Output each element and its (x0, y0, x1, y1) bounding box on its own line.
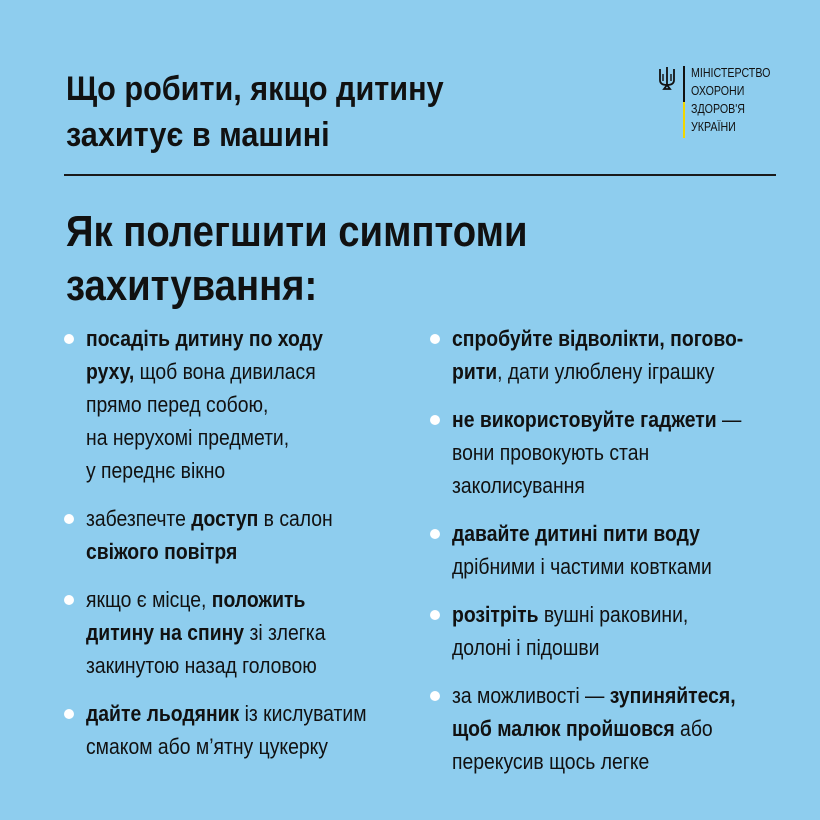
tip-bold-text: посадіть дитину по ходу (86, 326, 323, 351)
tip-plain-text: заколисування (452, 473, 585, 498)
tip-plain-text: забезпечте (86, 506, 192, 531)
tip-text (86, 583, 429, 682)
tip-bold-text: положить (211, 587, 306, 612)
tip-bold-text: спробуйте відволікти, погово- (452, 326, 744, 351)
tip-bold-text: свіжого повітря (86, 539, 238, 564)
tip-plain-text: долоні і підошви (452, 635, 600, 660)
tip-text (86, 502, 429, 568)
tip-line (452, 322, 795, 355)
tip-plain-text: прямо перед собою, (86, 392, 269, 417)
tip-line (86, 388, 429, 421)
bullet-icon (64, 709, 74, 719)
logo-divider-yellow (683, 102, 685, 138)
tip-bold-text: дитину на спину (86, 620, 245, 645)
tip-text (452, 403, 795, 502)
tip-plain-text: вушні раковини, (538, 602, 689, 627)
tip-line (452, 745, 795, 778)
tip-item (430, 679, 790, 778)
tip-item (430, 517, 790, 583)
tip-plain-text: за можливості — (452, 683, 610, 708)
bullet-icon (430, 529, 440, 539)
tip-bold-text: руху, (86, 359, 135, 384)
tip-text (86, 322, 429, 487)
tip-plain-text: зі злегка (244, 620, 326, 645)
tips-column-left (64, 322, 414, 778)
tip-line (452, 712, 795, 745)
tip-line (86, 697, 429, 730)
tip-line (452, 550, 795, 583)
bullet-icon (64, 595, 74, 605)
bullet-icon (430, 415, 440, 425)
tip-plain-text: у переднє вікно (86, 458, 226, 483)
header-title-line: захитує в машині (66, 116, 330, 154)
section-title (66, 205, 553, 313)
tip-item (430, 598, 790, 664)
tip-line (86, 355, 429, 388)
trident-icon (658, 66, 676, 90)
tip-line (452, 517, 795, 550)
bullet-icon (64, 334, 74, 344)
tip-bold-text: дайте льодяник (86, 701, 240, 726)
tip-line (86, 421, 429, 454)
tip-plain-text: закинутою назад головою (86, 653, 317, 678)
tip-bold-text: давайте дитині пити воду (452, 521, 700, 546)
tip-plain-text: перекусив щось легке (452, 749, 650, 774)
tip-line (452, 355, 795, 388)
logo-text-line: МІНІСТЕРСТВО (691, 65, 771, 80)
tip-item (64, 697, 414, 763)
tip-line (452, 679, 795, 712)
logo-text (691, 64, 770, 136)
tip-bold-text: не використовуйте гаджети (452, 407, 717, 432)
tip-line (86, 502, 429, 535)
tip-item (64, 322, 414, 487)
logo-text-line: ОХОРОНИ (691, 83, 745, 98)
tip-line (86, 616, 429, 649)
tip-line (452, 598, 795, 631)
tip-line (86, 649, 429, 682)
section-title-line: захитування: (66, 261, 318, 310)
bullet-icon (430, 691, 440, 701)
tip-line (86, 730, 429, 763)
tip-plain-text: або (674, 716, 713, 741)
logo-text-line: ЗДОРОВ'Я (691, 101, 745, 116)
tip-plain-text: дрібними і частими ковтками (452, 554, 712, 579)
tips-column-right (430, 322, 790, 793)
tip-plain-text: щоб вона дивилася (134, 359, 316, 384)
tip-text (452, 322, 795, 388)
tip-plain-text: вони провокують стан (452, 440, 650, 465)
ministry-logo (658, 64, 788, 144)
tip-plain-text: , дати улюблену іграшку (497, 359, 715, 384)
tip-line (86, 454, 429, 487)
tip-item (430, 322, 790, 388)
tip-plain-text: в салон (258, 506, 333, 531)
tip-item (64, 502, 414, 568)
tip-bold-text: доступ (191, 506, 259, 531)
tip-line (452, 436, 795, 469)
tip-text (86, 697, 429, 763)
tip-line (86, 535, 429, 568)
tip-text (452, 679, 795, 778)
logo-text-line: УКРАЇНИ (691, 119, 736, 134)
tip-text (452, 517, 795, 583)
tip-bold-text: щоб малюк пройшовся (452, 716, 675, 741)
header-title-line: Що робити, якщо дитину (66, 70, 444, 108)
section-title-line: Як полегшити симптоми (66, 207, 528, 256)
logo-divider (683, 66, 685, 138)
tip-plain-text: смаком або м’ятну цукерку (86, 734, 328, 759)
tip-line (86, 583, 429, 616)
tip-bold-text: рити (452, 359, 498, 384)
bullet-icon (430, 334, 440, 344)
tip-plain-text: на нерухомі предмети, (86, 425, 290, 450)
tip-line (452, 631, 795, 664)
tip-plain-text: із кислуватим (239, 701, 367, 726)
header-title (66, 66, 498, 158)
bullet-icon (430, 610, 440, 620)
tip-line (86, 322, 429, 355)
tip-plain-text: якщо є місце, (86, 587, 212, 612)
tip-bold-text: розітріть (452, 602, 539, 627)
tip-text (452, 598, 795, 664)
tip-bold-text: зупиняйтеся, (609, 683, 736, 708)
bullet-icon (64, 514, 74, 524)
tip-item (64, 583, 414, 682)
tip-plain-text: — (716, 407, 742, 432)
tip-line (452, 469, 795, 502)
header-divider (64, 174, 776, 176)
tip-line (452, 403, 795, 436)
tip-item (430, 403, 790, 502)
